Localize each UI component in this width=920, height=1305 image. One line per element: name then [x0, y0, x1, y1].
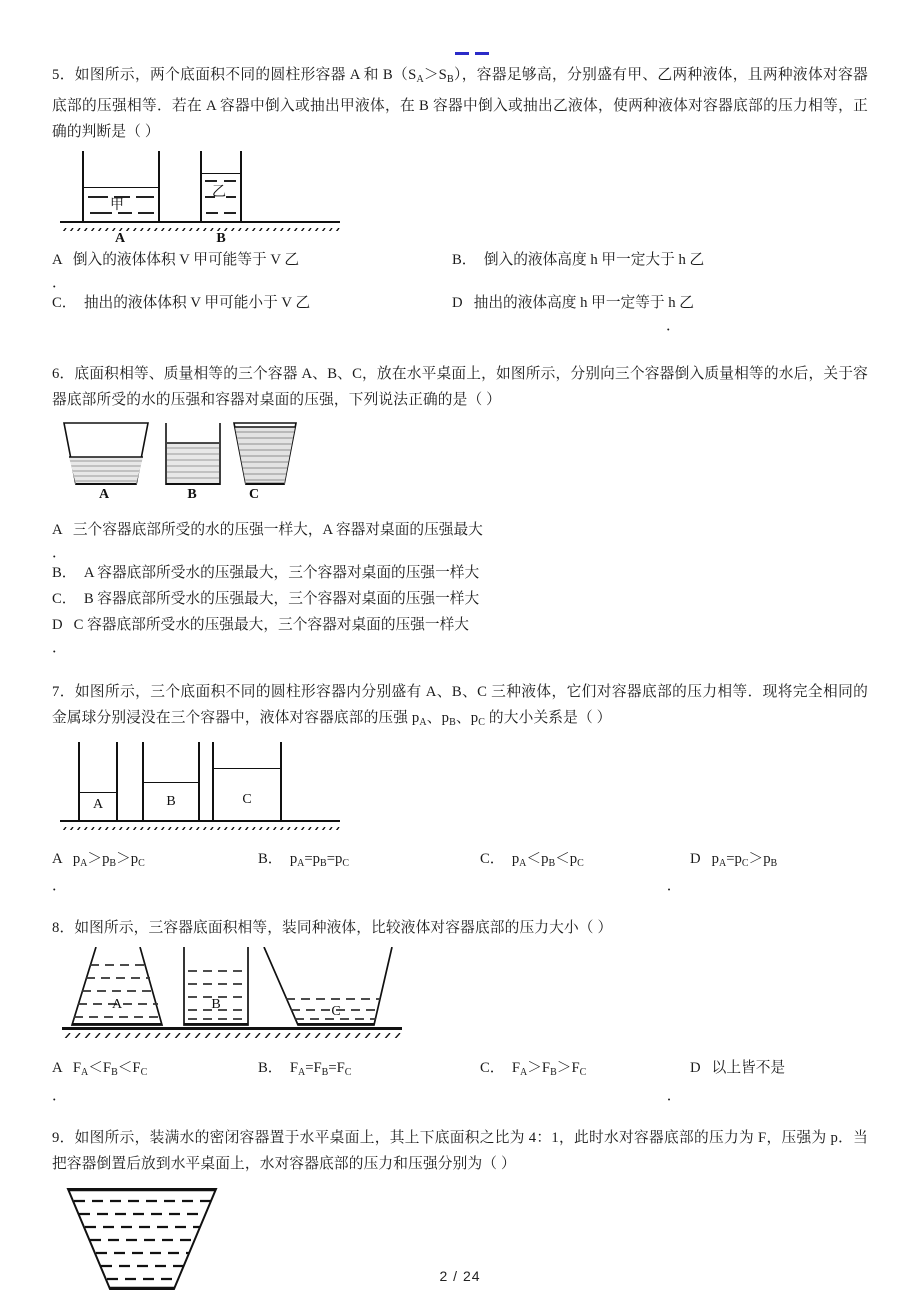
q5-stem-a: 5．如图所示，两个底面积不同的圆柱形容器 A 和 B（S — [52, 67, 417, 83]
q5-option-c-key: C． — [52, 294, 77, 311]
q5-stem-mid: ＞S — [423, 67, 447, 83]
q6-option-row-c — [52, 586, 868, 612]
dash-mark-2 — [475, 52, 489, 55]
question-5-figure — [60, 151, 868, 246]
figure6-container-b — [162, 421, 224, 485]
q6-option-b-text[interactable]: A 容器底部所受水的压强最大，三个容器对桌面的压强一样大 — [83, 564, 480, 581]
q8-option-d-text[interactable]: 以上皆不是 — [711, 1060, 786, 1077]
q7-option-a-key: A — [52, 850, 62, 867]
question-8-stem: 8．如图所示，三容器底面积相等，装同种液体，比较液体对容器底部的压力大小（ ） — [52, 920, 613, 937]
q6-stray-dot-1: ． — [52, 544, 67, 561]
q7-stem-mid2: 、p — [455, 709, 479, 726]
q5-option-c-text[interactable]: 抽出的液体体积 V 甲可能小于 V 乙 — [83, 294, 311, 311]
question-5-options — [52, 247, 868, 333]
q6-option-a-key: A — [52, 521, 62, 538]
q8-option-b-text[interactable]: $F_A=F_B=F_C$ — [289, 1060, 352, 1079]
figure6-label-c: C — [248, 486, 260, 502]
q6-option-d-text[interactable]: C 容器底部所受水的压强最大，三个容器对桌面的压强一样大 — [73, 616, 469, 633]
figure5-container-b — [200, 151, 242, 221]
top-dash-artifact — [455, 52, 491, 55]
question-9-figure — [64, 1185, 868, 1305]
q8-option-a-text[interactable]: $F_A<F_B<F_C$ — [72, 1060, 148, 1079]
q7-option-d-key: D — [690, 850, 701, 867]
figure8-container-c — [258, 947, 398, 1027]
q8-option-b-key: B． — [258, 1060, 283, 1077]
figure6-container-c-shape — [232, 421, 298, 485]
figure8-label-b: B — [211, 997, 221, 1013]
q7-option-c-key: C． — [480, 850, 505, 867]
question-6-options — [52, 517, 868, 655]
dash-mark-1 — [455, 52, 469, 55]
q5-stray-dot-2: ． — [666, 317, 681, 334]
figure7-ground-hatching — [60, 822, 340, 830]
q6-stray-dot-2: ． — [52, 639, 67, 656]
figure5-liquid-label-jia: 甲 — [110, 195, 124, 212]
question-9-stem: 9．如图所示，装满水的密闭容器置于水平桌面上，其上下底面积之比为 4：1，此时水对容器底部的压力为 F，压强为 p．当把容器倒置后放到水平桌面上，水对容器底部的压力和压强分别为（ ） — [52, 1130, 868, 1173]
q5-stem-rest: ），容器足够高，分别盛有甲、乙两种液体，且两种液体对容器底部的压强相等．若在 A 容器中倒入或抽出甲液体，在 B 容器中倒入或抽出乙液体，使两种液体对容器底部的压力相等，正确的判断是（ ） — [52, 67, 868, 140]
figure7-container-a — [78, 742, 118, 820]
figure6-container-b-shape — [162, 421, 224, 485]
q5-option-b-key: B． — [452, 251, 477, 268]
q5-sub-sa: A — [416, 73, 424, 85]
figure7-liquid-label-a: A — [92, 796, 104, 812]
figure8-ground-hatching — [62, 1029, 402, 1038]
hatch-icon — [60, 827, 340, 830]
q7-stem-a: 7．如图所示，三个底面积不同的圆柱形容器内分别盛有 A、B、C 三种液体，它们对容器底部的压力相等．现将完全相同的金属球分别浸没在三个容器中，液体对容器底部的压强 p — [52, 683, 868, 726]
q7-sub-pc: C — [478, 716, 486, 728]
q6-option-d-key: D — [52, 616, 63, 633]
q5-option-b-text[interactable]: 倒入的液体高度 h 甲一定大于 h 乙 — [483, 251, 705, 268]
q6-option-row-d — [52, 612, 868, 638]
figure5-label-b: B — [216, 230, 226, 246]
question-6 — [52, 361, 868, 655]
figure8-container-b — [180, 947, 252, 1027]
page-footer: 2 / 24 — [439, 1268, 481, 1284]
q7-stem-mid: 、p — [426, 709, 450, 726]
question-8-options — [52, 1055, 868, 1103]
figure6-container-a-shape — [62, 421, 150, 485]
question-8-figure — [62, 947, 868, 1045]
figure8-label-a: A — [111, 997, 123, 1013]
q6-option-row-b — [52, 560, 868, 586]
q7-stem-rest: 的大小关系是（ ） — [485, 709, 612, 726]
figure8-container-a — [62, 947, 172, 1027]
question-6-figure — [62, 421, 868, 509]
figure8-label-c: C — [331, 1004, 341, 1020]
q5-option-row-1 — [52, 247, 868, 273]
q7-option-b-text[interactable]: $p_A=p_B=p_C$ — [289, 850, 350, 869]
q5-option-a-text[interactable]: 倒入的液体体积 V 甲可能等于 V 乙 — [72, 251, 300, 268]
q7-stray-dots: ． ． — [52, 878, 682, 895]
figure5-liquid-label-yi: 乙 — [212, 182, 226, 199]
q5-stray-dot-1: ． — [52, 274, 67, 291]
figure8-container-a-shape — [62, 947, 172, 1027]
q6-option-row-a — [52, 517, 868, 543]
q6-option-b-key: B． — [52, 564, 77, 581]
q8-option-d-key: D — [690, 1060, 701, 1077]
figure5-label-a: A — [114, 230, 126, 246]
q7-option-b-key: B． — [258, 850, 283, 867]
question-8 — [52, 915, 868, 1103]
q7-sub-pb: B — [449, 716, 456, 728]
question-7-stem — [52, 679, 868, 736]
figure6-label-a: A — [98, 486, 110, 502]
question-5 — [52, 0, 868, 333]
figure7-liquid-label-c: C — [242, 791, 252, 807]
question-7-figure — [60, 742, 868, 838]
q5-option-d-key: D — [452, 294, 463, 311]
q5-option-d-text[interactable]: 抽出的液体高度 h 甲一定等于 h 乙 — [473, 294, 694, 311]
q7-option-a-text[interactable]: $p_A>p_B>p_C$ — [72, 850, 145, 869]
q6-option-c-key: C． — [52, 590, 77, 607]
figure6-container-a — [62, 421, 150, 485]
figure7-container-b — [142, 742, 200, 820]
q7-option-d-text[interactable]: $p_A=p_C>p_B$ — [711, 850, 778, 869]
hatch-icon — [62, 1033, 402, 1038]
q7-sub-pa: A — [419, 716, 427, 728]
figure7-container-c — [212, 742, 282, 820]
q8-option-a-key: A — [52, 1060, 62, 1077]
q5-sub-sb: B — [446, 73, 454, 85]
q5-option-row-2 — [52, 290, 868, 316]
figure5-container-a — [82, 151, 160, 221]
figure6-label-b: B — [187, 486, 197, 502]
hatch-icon — [60, 228, 340, 231]
question-7-options — [52, 846, 868, 894]
question-7 — [52, 679, 868, 894]
q7-option-row — [52, 846, 868, 877]
figure6-container-c — [232, 421, 298, 485]
q6-option-a-text[interactable]: 三个容器底部所受的水的压强一样大，A 容器对桌面的压强最大 — [72, 521, 483, 538]
q8-option-c-key: C． — [480, 1060, 505, 1077]
figure5-ground-hatching — [60, 223, 340, 231]
q8-stray-dots: ． ． — [52, 1088, 682, 1105]
q8-option-c-text[interactable]: $F_A>F_B>F_C$ — [511, 1060, 587, 1079]
q5-option-a-key: A — [52, 251, 62, 268]
question-5-stem — [52, 62, 868, 145]
figure7-liquid-label-b: B — [166, 793, 176, 809]
question-6-stem: 6．底面积相等、质量相等的三个容器 A、B、C，放在水平桌面上，如图所示，分别向三个容器倒入质量相等的水后，关于容器底部所受的水的压强和容器对桌面的压强，下列说法正确的是（ ） — [52, 365, 868, 408]
figure8-container-b-shape — [180, 947, 252, 1027]
q6-option-c-text[interactable]: B 容器底部所受水的压强最大，三个容器对桌面的压强一样大 — [83, 590, 480, 607]
q7-option-c-text[interactable]: $p_A<p_B<p_C$ — [511, 850, 584, 869]
q8-option-row — [52, 1055, 868, 1086]
